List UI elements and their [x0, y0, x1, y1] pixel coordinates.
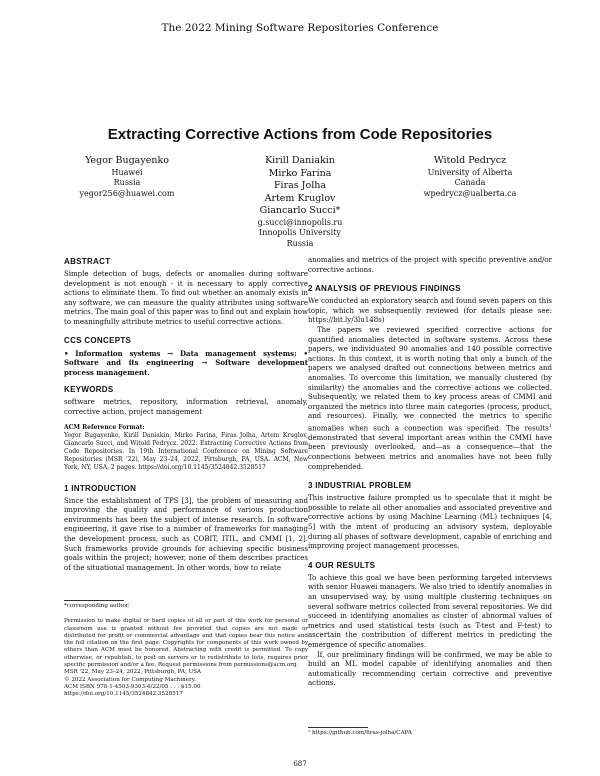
author-email: yegor256@huawei.com	[79, 188, 175, 198]
right-footnote: ¹ https://github.com/firas-jolha/CAPA	[308, 730, 412, 736]
conference-header: The 2022 Mining Software Repositories Conference	[161, 22, 439, 34]
ccs-text: • Information systems → Data management systems; • Software and its engineering → Software development process management.	[64, 348, 308, 377]
keywords-text: software metrics, repository, information retrieval, anomaly, corrective action, project management	[64, 398, 308, 416]
author-country: Russia	[113, 178, 141, 187]
section2-heading: 2 ANALYSIS OF PREVIOUS FINDINGS	[308, 284, 461, 294]
author-name: Artem Kruglov	[264, 192, 336, 204]
author-block-3	[400, 155, 540, 199]
paper-title: Extracting Corrective Actions from Code Repositories	[107, 126, 493, 143]
left-column	[64, 256, 308, 573]
author-name: Witold Pedrycz	[433, 155, 507, 166]
section2-paragraph	[308, 326, 552, 472]
ccs-heading: CCS CONCEPTS	[64, 335, 132, 345]
left-footnotes	[64, 603, 308, 699]
intro-heading: 1 INTRODUCTION	[64, 483, 137, 493]
abstract-text: Simple detection of bugs, defects or anomalies during software development is not enough - it is necessary to apply corrective actions to eliminate them. To find out whether an anomaly exists in any software, we can measure the quality attributes using software metrics. The main goal of this paper was to find out and explain how to meaningfully attribute metrics to useful corrective actions.	[64, 270, 308, 326]
section2-text: demonstrated that several important areas within the CMMI have been previously overlooked, and—as a consequence—that the connections between metrics and anomalies have not been fully comprehended.	[308, 433, 552, 471]
doi-line: https://doi.org/10.1145/3524842.3528517	[64, 691, 183, 698]
reference-text: Yegor Bugayenko, Kirill Daniakin, Mirko Farina, Firas Jolha, Artem Kruglov, Giancarlo Succi, and Witold Pedrycz. 2022. Extracting Corrective Actions from Code Repositories. In 19th International Conference on Mining Software Repositories (MSR '22), May 23–24, 2022, Pittsburgh, PA, USA. ACM, New York, NY, USA, 2 pages. https://doi.org/10.1145/3524842.3528517	[64, 431, 308, 472]
author-name: Yegor Bugayenko	[85, 155, 169, 166]
section4-paragraph: To achieve this goal we have been performing targeted interviews with senior Huawei managers. We also tried to identify anomalies in an unsupervised way, by using multiple clustering techniques on several software metrics collected from several repositories. We did succeed in identifying anomalies as cluster of abnormal values of metrics and used statistical tests (such as T-test and F-test) to ascertain the contribution of different metrics in predicting the emergence of specific anomalies.	[308, 573, 552, 649]
right-column	[308, 256, 552, 689]
author-country: Russia	[286, 238, 314, 248]
section2-paragraph: We conducted an exploratory search and found seven papers on this topic, which we subsequently reviewed (for details please see: https://bit.ly/3lu148s)	[308, 297, 552, 325]
footnote-marker: 1	[548, 422, 552, 429]
keywords-heading: KEYWORDS	[64, 385, 114, 395]
venue-line: MSR '22, May 23–24, 2022, Pittsburgh, PA, USA	[64, 669, 202, 676]
author-affiliation: Innopolis University	[259, 228, 341, 237]
author-affiliation: University of Alberta	[427, 167, 513, 177]
section4-heading: 4 OUR RESULTS	[308, 560, 376, 570]
footnote-rule	[308, 727, 368, 728]
author-name: Mirko Farina	[268, 167, 332, 179]
author-name: Giancarlo Succi*	[259, 205, 341, 216]
reference-label: ACM Reference Format:	[64, 423, 145, 431]
author-country: Canada	[454, 178, 486, 187]
corresponding-author-note: *corresponding author.	[64, 603, 130, 609]
isbn-line: ACM ISBN 978-1-4503-9303-4/22/05 . . . $15.00	[64, 683, 201, 690]
author-block-2	[233, 155, 367, 249]
section2-text: The papers we reviewed specified corrective actions for quantified anomalies detected in software systems. Across these papers, we individuated 90 anomalies and 140 possible corrective actions. In this context, it is worth noting that only a bunch of the papers we analysed drafted out connections between metrics and anomalies. To overcome this limitation, we manually clustered (by similarity) the anomalies and the corrective actions we collected. Subsequently, we related them to key process areas of CMMI and organized the metrics into three main categories (process, product, and resources). Finally, we connected the metrics to specific anomalies when such a connection was specified. The results	[308, 325, 552, 433]
section3-paragraph: This instructive failure prompted us to speculate that it might be possible to relate all other anomalies and associated preventive and corrective actions by using Machine Learning (ML) techniques [4, 5] with the intent of producing an advisory system, deployable during all phases of software development, capable of enriching and improving project management processes.	[308, 494, 552, 551]
permission-notice: Permission to make digital or hard copies of all or part of this work for personal or classroom use is granted without fee provided that copies are not made or distributed for profit or commercial advantage and that copies bear this notice and the full citation on the first page. Copyrights for components of this work owned by others than ACM must be honored. Abstracting with credit is permitted. To copy otherwise, or republish, to post on servers or to redistribute to lists, requires prior specific permission and/or a fee. Request permissions from permissions@acm.org.	[64, 618, 308, 669]
section4-paragraph: If, our preliminary findings will be confirmed, we may be able to build an ML model capable of identifying anomalies and then automatically recommending certain corrective and preventive actions.	[308, 650, 552, 688]
author-email: wpedrycz@ualberta.ca	[423, 188, 517, 198]
author-block-1	[62, 155, 192, 199]
abstract-heading: ABSTRACT	[64, 257, 111, 266]
intro-text: Since the establishment of TPS [3], the problem of measuring and improving the quality and performance of various production environments has been the subject of intense research. In software engineering, it gave rise to a number of frameworks for managing the development process, such as COBIT, ITIL, and CMMI [1, 2]. Such frameworks provide grounds for achieving specific business goals within the project; however, none of them describes practices of the situational management. In other words, how to relate	[64, 496, 308, 572]
intro-continued: anomalies and metrics of the project with specific preventive and/or corrective actions.	[308, 256, 552, 274]
footnote-rule	[64, 600, 124, 601]
author-email: g.succi@innopolis.ru	[257, 217, 343, 227]
section3-heading: 3 INDUSTRIAL PROBLEM	[308, 481, 412, 491]
author-name: Firas Jolha	[273, 180, 327, 191]
copyright-line: © 2022 Association for Computing Machinery.	[64, 676, 196, 683]
page-number: 687	[293, 760, 307, 768]
author-affiliation: Huawei	[111, 167, 143, 177]
author-name: Kirill Daniakin	[265, 155, 335, 166]
